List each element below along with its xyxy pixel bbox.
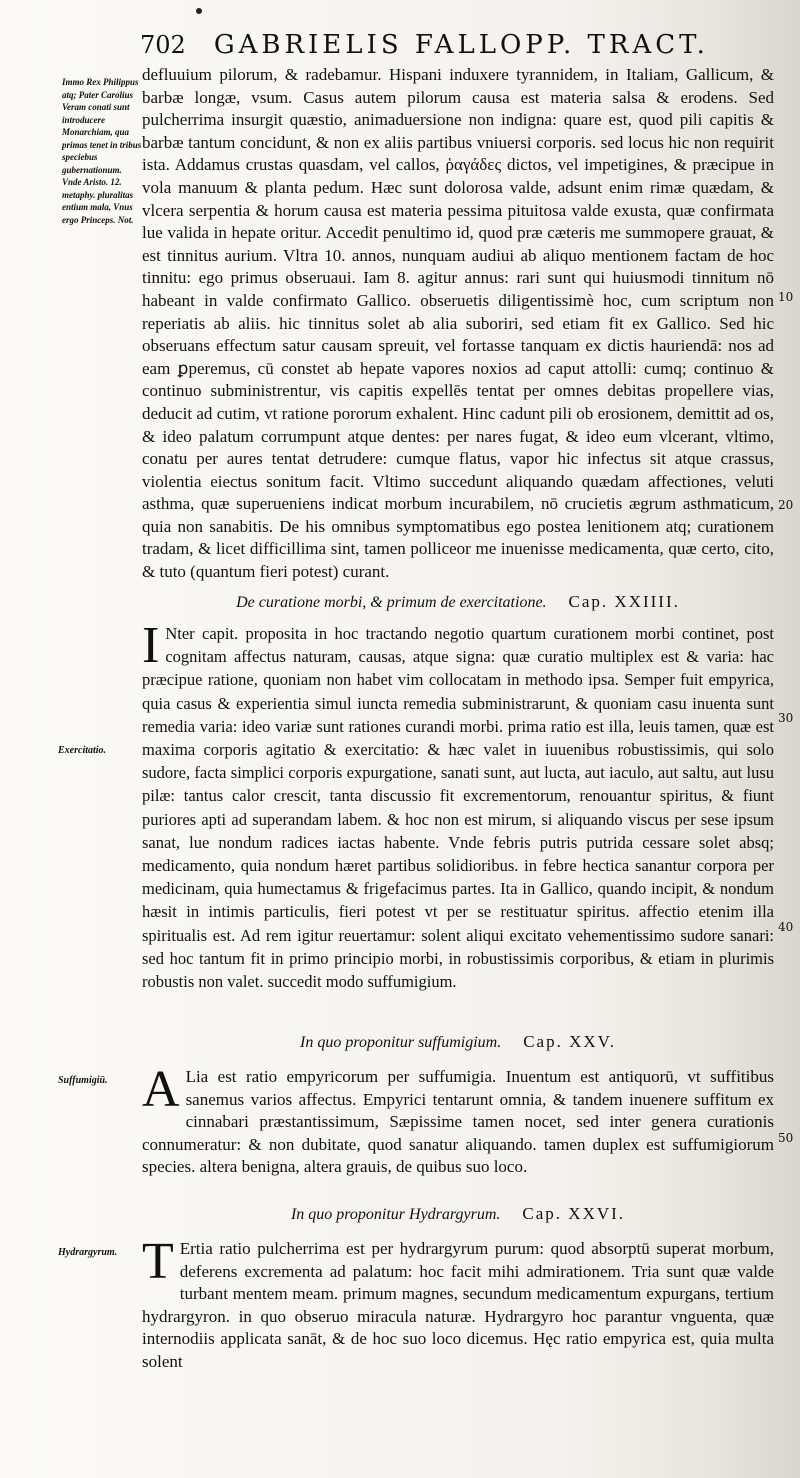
chapter-title: De curatione morbi, & primum de exercitatione. bbox=[236, 594, 547, 611]
ink-dot bbox=[196, 8, 202, 14]
folio-number: 702 bbox=[140, 31, 186, 59]
paragraph-intro: defluuium pilorum, & radebamur. Hispani induxere tyrannidem, in Italiam, Gallicum, & barbæ longæ, vsum. Casus autem pilorum causa est materia salsa & erodens. Sed pulcherrima insurgit quæstio, animaduersione non indigna: quare est, quod pili capitis & barbæ tantum concidunt, & non ex aliis partibus vniuersi corporis. sed locus hic non requirit ista. Addamus crustas quasdam, vel callos, ῥαγάδες dictos, vel impetigines, & præcipue in vola manuum & planta pedum. Hæc sunt dolorosa valde, adsunt enim rimæ quædam, & vlcera serpentia & horum causa est materia pessima pituitosa valde exusta, quæ confirmata lue valida in hepate oritur. Accedit penultimo id, quod præ cæteris me summopere grauat, & est tinnitus aurium. Vltra 10. annos, nunquam audiui ab aliquo mentionem factam de hoc tinnitu: ego primus obseruaui. Iam 8. agitur annus: rari sunt qui huiusmodi tinnitum nō habeant in valde confirmato Gallico. obseruetis diligentissimè hoc, cum scriptum non reperiatis ab aliis. hic tinnitus solet ab alia suboriri, sed etiam fit ex Gallico. Sed hic obseruans effectum satur causam spreuit, vel fortasse tanquam ex dictis hauriendā: nos ad eam ꝑperemus, cū constet ab hepate vapores noxios ad caput attolli: cumq; continuo & continuo subministrentur, vis capitis expellēs tentat per omnes debitas propellere vias, deducit ad cutim, vt ratione pororum exhalent. Hinc cadunt pili ob erosionem, demittit ad os, & ideo palatum corrumpunt atque dentes: per nares fugat, & ideo eum vlcerant, vltimo, conatu per aures tentat detrudere: cumque flatus, vapor hic infectus sit atque crassus, violentia eiectus sonitum facit. Vltimo succedunt aliquando quædam affectiones, veluti asthma, quæ superueniens indicat morbum incurabilem, nō crucietis ægrum asthmaticum, quia non sanabitis. De his omnibus symptomatibus ego postea lenitionem atq; curationem tradam, & licet difficillima sint, tamen polliceor me inuenisse medicamenta, quæ certo, cito, & tuto (quantum fieri potest) curant. bbox=[142, 65, 774, 582]
chapter-title: In quo proponitur Hydrargyrum. bbox=[290, 1206, 501, 1223]
drop-cap: T bbox=[142, 1233, 174, 1290]
chapter-heading-24 bbox=[142, 592, 774, 612]
line-number: 40 bbox=[778, 920, 794, 934]
drop-cap: I bbox=[142, 617, 160, 674]
margin-note-exercitatio: Exercitatio. bbox=[58, 745, 107, 756]
margin-note-immo-rex: Immo Rex Philippus atq; Pater Carolius Veram conati sunt introducere Monarchiam, qua primas tenet in tribus speciebus gubernationum. Vnde Aristo. 12. metaphy. pluralitas entium mala, Vnus ergo Princeps. Not. bbox=[62, 77, 142, 225]
paragraph-suffumigium bbox=[142, 1061, 774, 1182]
drop-cap: A bbox=[142, 1061, 180, 1118]
paragraph-text: Ertia ratio pulcherrima est per hydrargyrum purum: quod absorptū superat morbum, deferens excrementa ad palatum: hoc facit mihi admirationem. Tria sunt quæ valde turbant mentem meam. primum magnes, secundum medicamentum expurgans, tertium hydrargyron. in quo obseruo miracula naturæ. Hydrargyro hoc parantur vnguenta, quæ internodiis applicata sanāt, & de hoc suo loco dicemus. Hęc ratio empyrica est, quia multa solent bbox=[142, 1239, 774, 1371]
line-number: 20 bbox=[778, 498, 794, 512]
paragraph-text: Nter capit. proposita in hoc tractando negotio quartum curationem morbi continet, post cognitam affectus naturam, causas, atque signa: quæ curatio multiplex est & varia: hac præcipue ratione, quoniam non habet vim collocatam in methodo ipsa. Semper fuit empyrica, quia casus & experientia simul iuncta remedia subministrarunt, & quoniam casu inuenta sunt remedia varia: ideo variæ sunt rationes curandi morbi. prima ratio est illa, leuis tamen, quæ est maxima corporis agitatio & exercitatio: & hæc valet in iuuenibus robustissimis, qui solo sudore, facta simplici corporis expurgatione, sanati sunt, aut lucta, aut iaculo, aut saltu, aut lusu pilæ: tantus calor crescit, tanta discussio fit excrementorum, renouantur spiritus, & fiunt puriores apti ad superandam labem. & hoc non est mirum, si aliquando viscus per sese ipsum sanat, lue nondum radices iactas habente. Vnde febris putris putrida cessare solet absq; medicamento, quia nondum hæret partibus solidioribus. in febre hectica sanantur corpora per medicinam, quia humectamus & frigefacimus partes. Ita in Gallico, quando incipit, & nondum hæsit in intimis particulis, fieri potest vt per se restituatur spiritus. affectio etenim illa spiritualis est. Ad rem igitur reuertamur: solent aliqui excitato vehementissimo sudore sanari: sed hoc tantum fit in primo principio morbi, in robustissimis corporibus, & etiam in plurimis robustis non valet. succedit modo suffumigium. bbox=[142, 624, 774, 992]
paragraph-hydrargyrum bbox=[142, 1233, 774, 1378]
line-number: 10 bbox=[778, 290, 794, 304]
line-number: 50 bbox=[778, 1131, 794, 1145]
chapter-title: In quo proponitur suffumigium. bbox=[300, 1034, 502, 1051]
chapter-heading-25 bbox=[142, 1032, 774, 1052]
chapter-number: Cap. XXIIII. bbox=[568, 592, 680, 611]
margin-note-hydrargyrum: Hydrargyrum. bbox=[58, 1247, 118, 1258]
line-number: 30 bbox=[778, 711, 794, 725]
chapter-heading-26 bbox=[142, 1204, 774, 1224]
paragraph-exercitatio bbox=[142, 617, 774, 1014]
paragraph-text: Lia est ratio empyricorum per suffumigia. Inuentum est antiquorū, vt suffitibus sanemus varios affectus. Empyrici tentarunt omnia, & tandem inuenere suffitum ex cinnabari præstantissimum, Sæpissime tamen nocet, sed inter genera curationis connumeratur: & non dubitate, quod sanatur aliquando. tamen duplex est suffumigiorum species. altera benigna, altera grauis, de quibus suo loco. bbox=[142, 1067, 774, 1177]
chapter-number: Cap. XXV. bbox=[523, 1032, 616, 1051]
chapter-number: Cap. XXVI. bbox=[522, 1204, 626, 1223]
margin-note-suffumigium: Suffumigiū. bbox=[58, 1075, 108, 1086]
running-title: GABRIELIS FALLOPP. TRACT. bbox=[213, 30, 709, 60]
